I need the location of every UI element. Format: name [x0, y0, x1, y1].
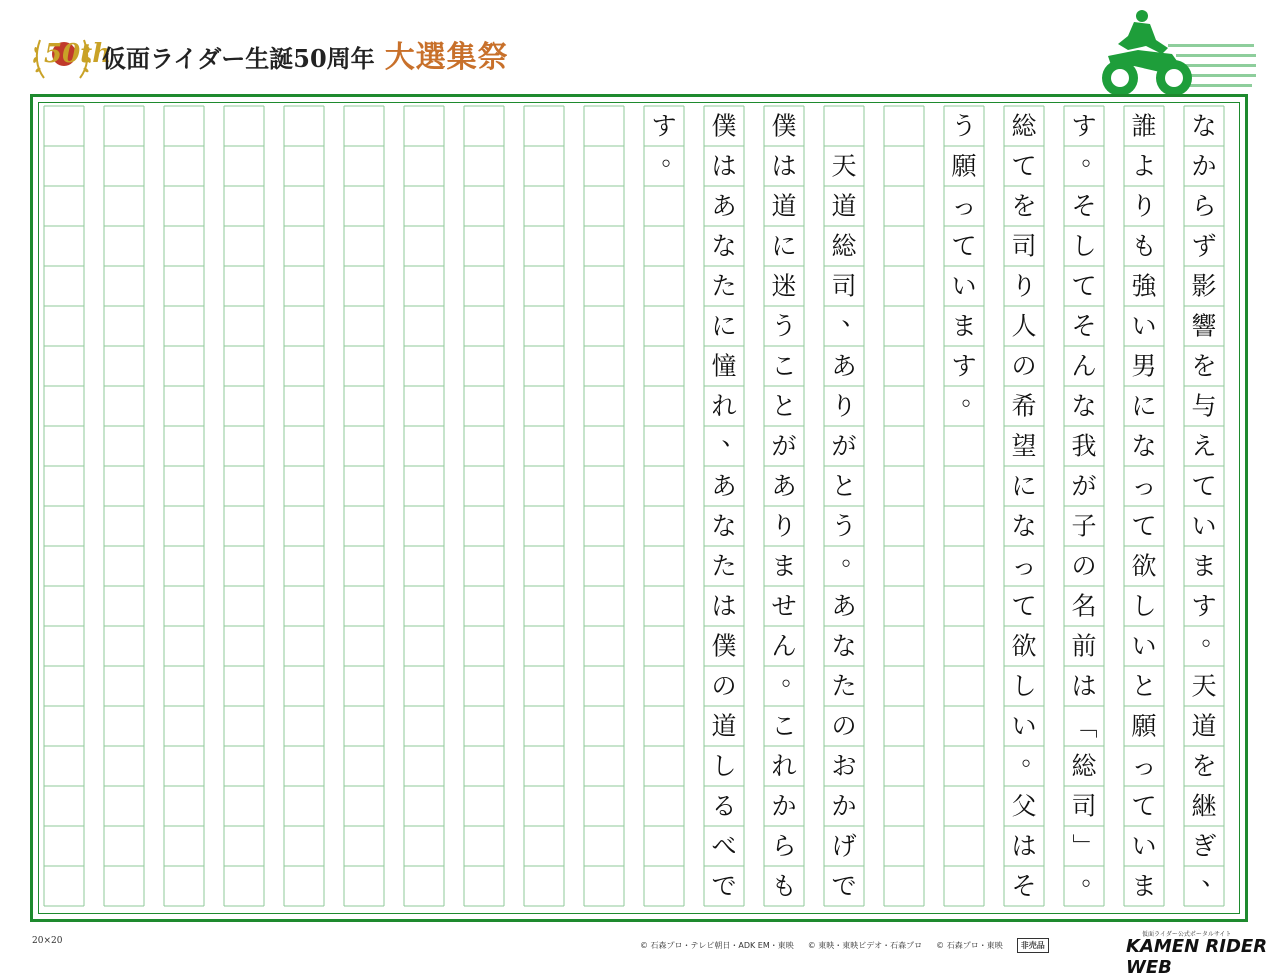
manuscript-char: が [1071, 471, 1097, 501]
manuscript-char: を [1011, 191, 1037, 221]
manuscript-char: 与 [1191, 391, 1217, 421]
manuscript-char: の [831, 711, 857, 741]
manuscript-column [524, 106, 564, 906]
manuscript-column [284, 106, 324, 906]
manuscript-char: う [771, 311, 797, 341]
manuscript-char: に [1011, 471, 1037, 501]
manuscript-char: ず [1191, 231, 1217, 261]
manuscript-char: と [771, 391, 797, 421]
manuscript-char: い [1131, 311, 1157, 341]
manuscript-char: で [711, 871, 737, 901]
manuscript-char: を [1191, 351, 1217, 381]
manuscript-char: 司 [1011, 231, 1037, 261]
manuscript-char: て [951, 231, 977, 261]
manuscript-char: れ [711, 391, 737, 421]
manuscript-char: ま [1191, 551, 1217, 581]
manuscript-column [764, 106, 807, 906]
manuscript-char: 、 [1201, 861, 1227, 891]
manuscript-char: す [951, 351, 977, 381]
manuscript-char: い [1011, 711, 1037, 741]
manuscript-char: そ [1071, 191, 1097, 221]
manuscript-char: す [1191, 591, 1217, 621]
manuscript-char: 願 [1131, 711, 1157, 741]
manuscript-char: た [831, 671, 857, 701]
manuscript-char: と [831, 471, 857, 501]
manuscript-char: あ [831, 351, 857, 381]
manuscript-char: な [1131, 431, 1157, 461]
manuscript-char: 憧 [711, 351, 737, 381]
manuscript-char: が [831, 431, 857, 461]
manuscript-char: は [711, 151, 737, 181]
manuscript-char: あ [711, 471, 737, 501]
manuscript-column [404, 106, 444, 906]
manuscript-char: り [831, 391, 857, 421]
manuscript-char: 、 [721, 421, 747, 451]
manuscript-char: 名 [1071, 591, 1097, 621]
footer-credits [640, 936, 1063, 954]
manuscript-char: 、 [841, 301, 867, 331]
manuscript-char: 子 [1071, 511, 1097, 541]
manuscript-char: も [1131, 231, 1157, 261]
manuscript-char: を [1191, 751, 1217, 781]
manuscript-char: ぎ [1191, 831, 1217, 861]
manuscript-char: 。 [661, 141, 687, 171]
manuscript-char: そ [1011, 871, 1037, 901]
manuscript-char: 男 [1131, 351, 1157, 381]
manuscript-char: 願 [951, 151, 977, 181]
manuscript-char: か [831, 791, 857, 821]
manuscript-char: 響 [1191, 311, 1217, 341]
manuscript-char: な [1011, 511, 1037, 541]
manuscript-char: い [1131, 831, 1157, 861]
manuscript-char: そ [1071, 311, 1097, 341]
manuscript-char: は [711, 591, 737, 621]
manuscript-char: 道 [831, 191, 857, 221]
manuscript-char: 欲 [1011, 631, 1037, 661]
manuscript-char: 迷 [771, 271, 797, 301]
manuscript-char: げ [831, 831, 857, 861]
manuscript-char: 司 [1071, 791, 1097, 821]
manuscript-char: 希 [1011, 391, 1037, 421]
manuscript-char: 僕 [711, 111, 737, 141]
manuscript-char: す [651, 111, 677, 141]
manuscript-char: 天 [1191, 671, 1217, 701]
manuscript-char: り [771, 511, 797, 541]
manuscript-char: い [1131, 631, 1157, 661]
credit-3: © 石森プロ・東映 [936, 940, 1003, 950]
manuscript-char: あ [831, 591, 857, 621]
manuscript-column [224, 106, 264, 906]
manuscript-char: は [771, 151, 797, 181]
manuscript-char: う [951, 111, 977, 141]
manuscript-char: っ [1131, 471, 1157, 501]
manuscript-char: 。 [1201, 621, 1227, 651]
manuscript-char: 強 [1131, 271, 1157, 301]
manuscript-char: 前 [1071, 631, 1097, 661]
manuscript-column [1124, 106, 1164, 906]
manuscript-char: っ [951, 191, 977, 221]
manuscript-char: な [1071, 391, 1097, 421]
manuscript-char: い [1191, 511, 1217, 541]
manuscript-char: 影 [1191, 271, 1217, 301]
manuscript-column [1184, 106, 1227, 906]
manuscript-char: の [1071, 551, 1097, 581]
manuscript-char: 総 [1011, 111, 1037, 141]
manuscript-char: 天 [831, 151, 857, 181]
manuscript-char: う [831, 511, 857, 541]
manuscript-char: ま [951, 311, 977, 341]
manuscript-char: に [1131, 391, 1157, 421]
manuscript-column [584, 106, 624, 906]
manuscript-char: で [831, 871, 857, 901]
site-subtitle: 仮面ライダー公式ポータルサイト [1142, 931, 1232, 938]
manuscript-char: し [1071, 231, 1097, 261]
manuscript-char: の [1011, 351, 1037, 381]
kamen-rider-web-logo: KAMEN RIDER WEB [1126, 936, 1268, 978]
manuscript-char: 総 [1071, 751, 1097, 781]
manuscript-char: ら [771, 831, 797, 861]
manuscript-column [344, 106, 384, 906]
manuscript-char: 。 [961, 381, 987, 411]
manuscript-char: 。 [1021, 741, 1047, 771]
manuscript-char: 僕 [711, 631, 737, 661]
manuscript-char: 道 [771, 191, 797, 221]
manuscript-column [704, 106, 747, 906]
manuscript-char: ら [1191, 191, 1217, 221]
manuscript-char: り [1011, 271, 1037, 301]
manuscript-char: る [711, 791, 737, 821]
manuscript-char: て [1071, 271, 1097, 301]
manuscript-column [944, 106, 987, 906]
manuscript-char: し [711, 751, 737, 781]
manuscript-char: あ [711, 191, 737, 221]
manuscript-char: 望 [1011, 431, 1037, 461]
manuscript-char: べ [711, 831, 737, 861]
manuscript-char: 「 [1069, 713, 1099, 739]
manuscript-char: い [951, 271, 977, 301]
manuscript-char: せ [771, 591, 797, 621]
manuscript-char: ん [1071, 351, 1097, 381]
manuscript-char: れ [771, 751, 797, 781]
manuscript-char: て [1191, 471, 1217, 501]
manuscript-char: 欲 [1131, 551, 1157, 581]
manuscript-char: 。 [1081, 141, 1107, 171]
manuscript-char: 」 [1069, 833, 1099, 859]
manuscript-char: 父 [1011, 791, 1037, 821]
manuscript-char: も [771, 871, 797, 901]
manuscript-column [644, 106, 687, 906]
manuscript-char: に [711, 311, 737, 341]
not-for-sale-badge: 非売品 [1017, 938, 1049, 953]
manuscript-column [1004, 106, 1047, 906]
svg-text:50th: 50th [44, 39, 112, 69]
manuscript-char: て [1131, 511, 1157, 541]
manuscript-char: に [771, 231, 797, 261]
manuscript-char: 司 [831, 271, 857, 301]
manuscript-char: 継 [1191, 791, 1217, 821]
manuscript-char: あ [771, 471, 797, 501]
manuscript-char: こ [771, 351, 797, 381]
manuscript-char: お [831, 751, 857, 781]
manuscript-char: 誰 [1131, 111, 1157, 141]
manuscript-char: 総 [831, 231, 857, 261]
manuscript-column [44, 106, 84, 906]
manuscript-char: て [1131, 791, 1157, 821]
manuscript-char: と [1131, 671, 1157, 701]
manuscript-char: よ [1131, 151, 1157, 181]
manuscript-char: し [1011, 671, 1037, 701]
manuscript-char: て [1011, 151, 1037, 181]
manuscript-char: か [1191, 151, 1217, 181]
manuscript-char: て [1011, 591, 1037, 621]
manuscript-char: の [711, 671, 737, 701]
manuscript-char: っ [1131, 751, 1157, 781]
manuscript-char: な [831, 631, 857, 661]
manuscript-char: が [771, 431, 797, 461]
manuscript-column [164, 106, 204, 906]
manuscript-char: た [711, 551, 737, 581]
manuscript-char: 。 [841, 541, 867, 571]
manuscript-char: な [711, 511, 737, 541]
manuscript-char: 道 [711, 711, 737, 741]
manuscript-char: な [1191, 111, 1217, 141]
manuscript-char: 人 [1011, 311, 1037, 341]
manuscript-char: ん [771, 631, 797, 661]
manuscript-char: 僕 [771, 111, 797, 141]
manuscript-char: こ [771, 711, 797, 741]
manuscript-char: り [1131, 191, 1157, 221]
manuscript-column [1064, 106, 1107, 906]
manuscript-char: か [771, 791, 797, 821]
manuscript-column [824, 106, 867, 906]
manuscript-char: 道 [1191, 711, 1217, 741]
page-code: 20×20 [32, 936, 63, 946]
manuscript-char: は [1071, 671, 1097, 701]
manuscript-char: す [1071, 111, 1097, 141]
manuscript-char: 。 [781, 661, 807, 691]
credit-2: © 東映・東映ビデオ・石森プロ [807, 940, 923, 950]
manuscript-char: っ [1011, 551, 1037, 581]
title-main: 仮面ライダー生誕50周年 [102, 44, 375, 73]
manuscript-char: な [711, 231, 737, 261]
manuscript-char: ま [771, 551, 797, 581]
title-accent: 大選集祭 [384, 40, 509, 75]
manuscript-char: 。 [1081, 861, 1107, 891]
manuscript-char: は [1011, 831, 1037, 861]
manuscript-char: 我 [1071, 431, 1097, 461]
manuscript-column [104, 106, 144, 906]
manuscript-char: た [711, 271, 737, 301]
manuscript-char: え [1191, 431, 1217, 461]
manuscript-char: し [1131, 591, 1157, 621]
manuscript-char: ま [1131, 871, 1157, 901]
credit-1: © 石森プロ・テレビ朝日・ADK EM・東映 [640, 940, 794, 950]
manuscript-column [464, 106, 504, 906]
manuscript-column [884, 106, 924, 906]
